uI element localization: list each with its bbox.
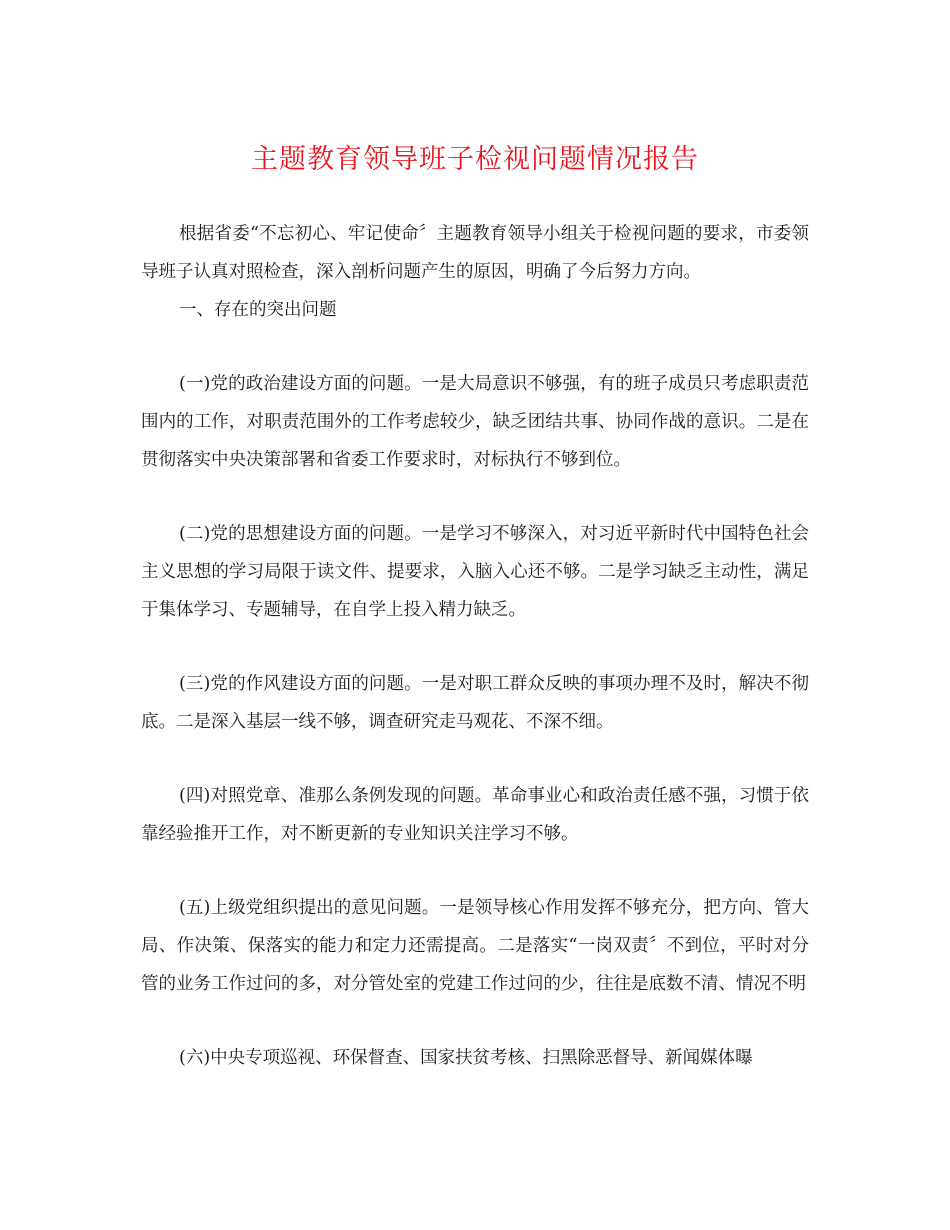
paragraph-spacer	[141, 853, 809, 889]
paragraph-spacer	[141, 741, 809, 777]
item-paragraph-2: (二)党的思想建设方面的问题。一是学习不够深入，对习近平新时代中国特色社会主义思想的学习局限于读文件、提要求，入脑入心还不够。二是学习缺乏主动性，满足于集体学习、专题辅导，在自学上投入精力缺乏。	[141, 524, 809, 620]
paragraph-spacer	[141, 329, 809, 365]
document-title: 主题教育领导班子检视问题情况报告	[251, 144, 699, 175]
item-paragraph-6: (六)中央专项巡视、环保督查、国家扶贫考核、扫黑除恶督导、新闻媒体曝	[179, 1048, 753, 1068]
intro-paragraph: 根据省委“不忘初心、牢记使命〞主题教育领导小组关于检视问题的要求，市委领导班子认真对照检查，深入剖析问题产生的原因，明确了今后努力方向。	[141, 224, 809, 282]
paragraph-spacer	[141, 1003, 809, 1039]
document-body	[141, 215, 809, 1077]
section-heading: 一、存在的突出问题	[179, 300, 337, 320]
paragraph-spacer	[141, 479, 809, 515]
item-paragraph-3: (三)党的作风建设方面的问题。一是对职工群众反映的事项办理不及时，解决不彻底。二是深入基层一线不够，调查研究走马观花、不深不细。	[141, 674, 809, 732]
item-paragraph-1: (一)党的政治建设方面的问题。一是大局意识不够强，有的班子成员只考虑职责范围内的工作，对职责范围外的工作考虑较少，缺乏团结共事、协同作战的意识。二是在贯彻落实中央决策部署和省委工作要求时，对标执行不够到位。	[141, 374, 809, 470]
paragraph-spacer	[141, 629, 809, 665]
item-paragraph-4: (四)对照党章、准那么条例发现的问题。革命事业心和政治责任感不强，习惯于依靠经验推开工作，对不断更新的专业知识关注学习不够。	[141, 786, 809, 844]
item-paragraph-5: (五)上级党组织提出的意见问题。一是领导核心作用发挥不够充分，把方向、管大局、作决策、保落实的能力和定力还需提高。二是落实“一岗双责〞不到位，平时对分管的业务工作过问的多，对分管处室的党建工作过问的少，往往是底数不清、情况不明	[141, 898, 809, 994]
